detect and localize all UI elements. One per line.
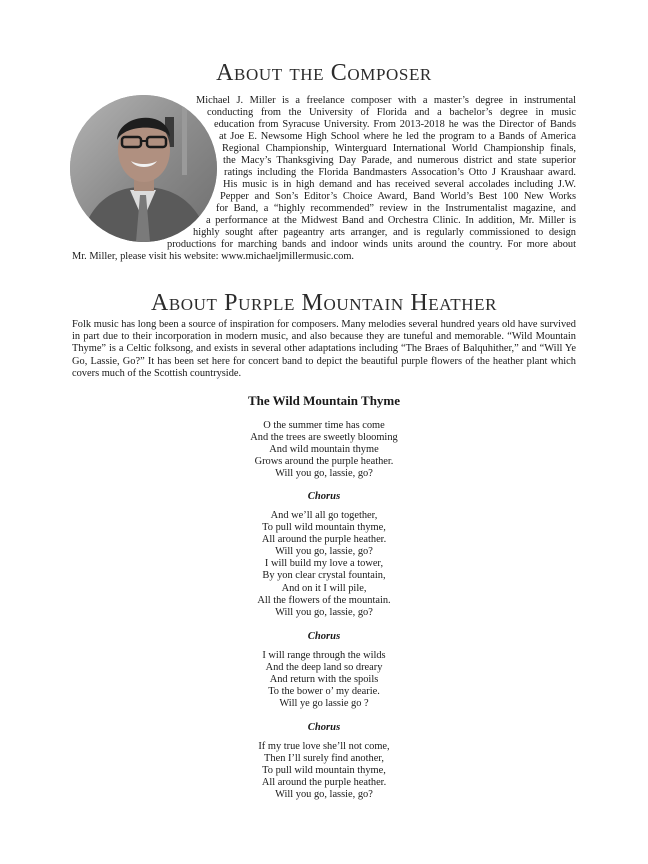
stanza <box>0 741 648 801</box>
bio-line: at Joe E. Newsome High School where he led the program to a Bands of America <box>219 131 576 142</box>
bio-line: highly sought after pageantry arts arranger, and is regularly commissioned to design <box>193 227 576 238</box>
bio-line: Mr. Miller, please visit his website: www.michaeljmillermusic.com. <box>72 251 355 262</box>
stanza <box>0 510 648 619</box>
bio-line: conducting from the University of Florida and a bachelor’s degree in music <box>207 107 576 118</box>
lyric-line: And wild mountain thyme <box>269 444 379 456</box>
composer-portrait-photo <box>70 95 217 242</box>
bio-line: the Macy’s Thanksgiving Day Parade, and numerous district and state superior <box>223 155 576 166</box>
lyric-line: All the flowers of the mountain. <box>257 594 391 606</box>
lyric-line: Will ye go lassie go ? <box>279 698 369 710</box>
lyric-line: Then I’ll surely find another, <box>264 753 384 765</box>
lyric-line: To pull wild mountain thyme, <box>262 765 386 777</box>
about-piece-heading: About Purple Mountain Heather <box>150 290 498 316</box>
lyric-line: All around the purple heather. <box>261 534 387 546</box>
song-title: The Wild Mountain Thyme <box>247 393 401 408</box>
chorus-label: Chorus <box>307 722 341 733</box>
lyric-line: And on it I will pile, <box>281 582 367 594</box>
stanza <box>0 650 648 710</box>
bio-line: His music is in high demand and has received several accolades including J.W. <box>223 179 576 190</box>
chorus-label: Chorus <box>307 631 341 642</box>
bio-line: ratings including the Florida Bandmasters Assocation’s Otto J Kraushaar award. <box>224 167 576 178</box>
bio-line: Pepper and Son’s Editor’s Choice Award, Band World’s Best 100 New Works <box>220 191 576 202</box>
composer-portrait-icon <box>70 95 217 242</box>
lyric-line: To pull wild mountain thyme, <box>262 522 386 534</box>
bio-line: productions for marching bands and indoor winds units around the country. For more about <box>167 239 576 250</box>
stanza <box>0 420 648 480</box>
lyric-line: Will you go, lassie, go? <box>275 468 373 480</box>
bio-line: for Band, a “highly recommended” review in the Instrumentalist magazine, and <box>216 203 576 214</box>
bio-line: Regional Championship, Winterguard International World Championship finals, <box>222 143 576 154</box>
bio-line: education from Syracuse University. From 2013-2018 he was the Director of Bands <box>214 119 576 130</box>
lyric-line: Will you go, lassie, go? <box>275 789 373 801</box>
lyric-line: And we’ll all go together, <box>270 510 378 521</box>
lyric-line: All around the purple heather. <box>261 777 387 789</box>
lyric-line: Will you go, lassie, go? <box>275 606 373 618</box>
bio-line: Michael J. Miller is a freelance composer with a master’s degree in instrumental <box>196 95 576 106</box>
bio-line: a performance at the Midwest Band and Orchestra Clinic. In addition, Mr. Miller is <box>206 215 576 226</box>
lyric-line: And return with the spoils <box>269 674 379 686</box>
lyric-line: And the deep land so dreary <box>265 662 383 674</box>
lyric-line: If my true love she’ll not come, <box>258 741 390 752</box>
lyric-line: Grows around the purple heather. <box>254 456 394 468</box>
lyric-line: Will you go, lassie, go? <box>275 546 373 558</box>
lyric-line: I will range through the wilds <box>262 650 386 661</box>
lyric-line: I will build my love a tower, <box>264 558 384 570</box>
about-composer-heading: About the Composer <box>216 60 432 86</box>
lyric-line: And the trees are sweetly blooming <box>250 432 398 444</box>
lyric-line: O the summer time has come <box>263 420 385 431</box>
lyric-line: By yon clear crystal fountain, <box>262 570 386 582</box>
lyric-line: To the bower o’ my dearie. <box>268 686 380 698</box>
piece-description: Folk music has long been a source of inspiration for composers. Many melodies several hundred years old have survived in part due to their incorporation in modern music, and also because they are tuneful and memorable. “Wild Mountain Thyme” is a Celtic folksong, and exists in several other adaptations including “The Braes of Balquhither,” and “Will Ye Go, Lassie, Go?” It has been set here for concert band to depict the beautiful purple flowers of the heather plant which covers much of the Scottish countryside. <box>72 319 576 379</box>
chorus-label: Chorus <box>307 491 341 502</box>
